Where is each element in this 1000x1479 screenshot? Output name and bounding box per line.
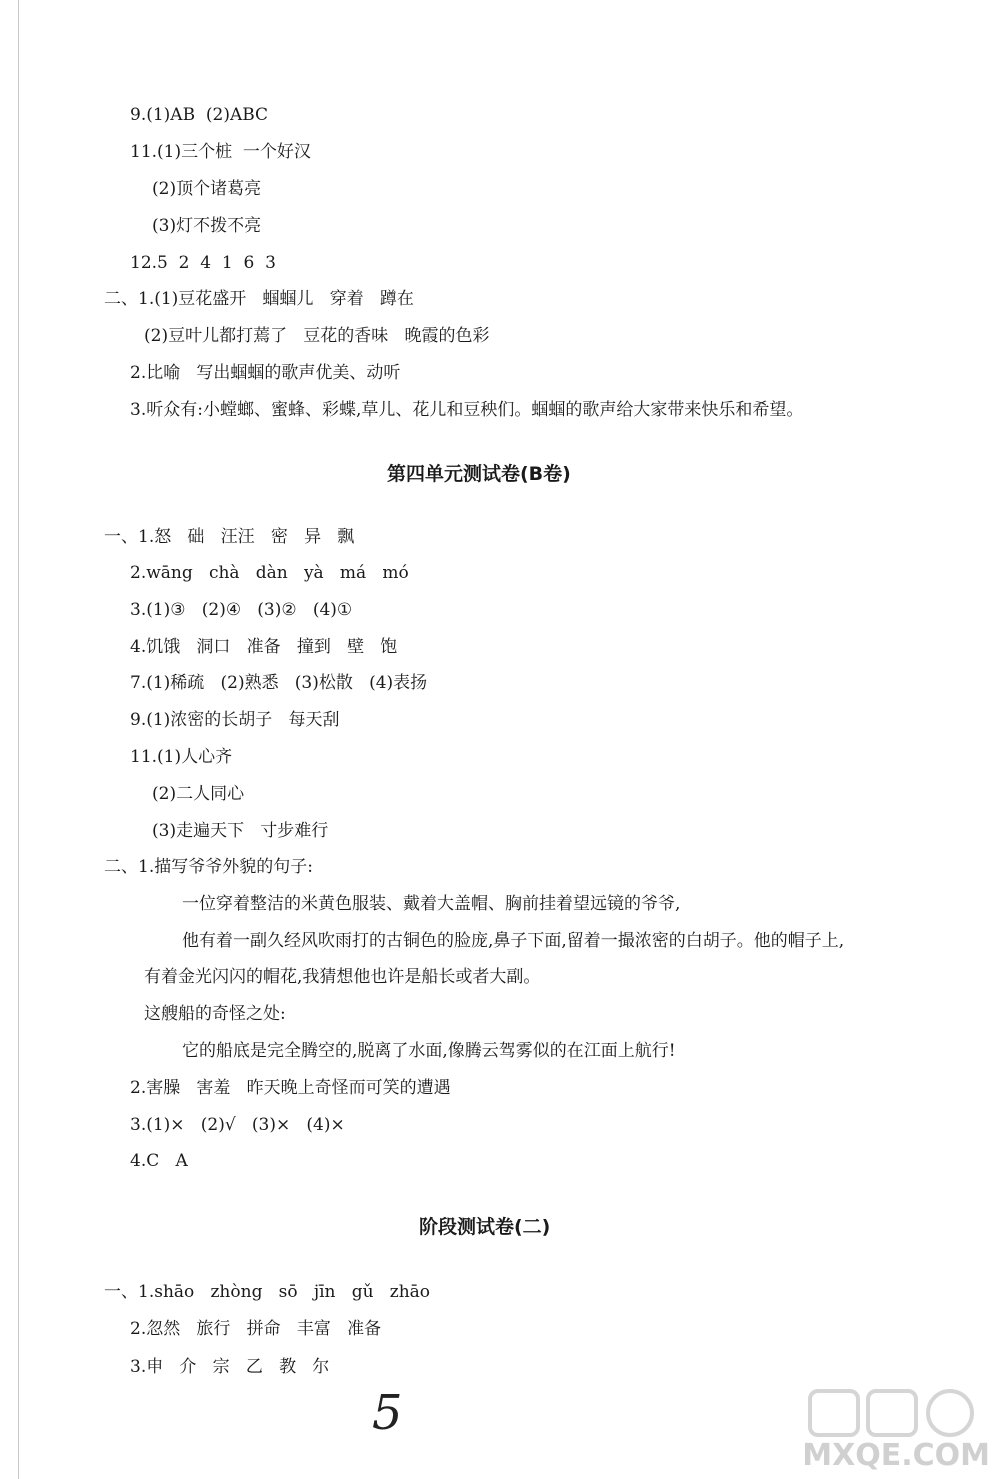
answer-line: 它的船底是完全腾空的,脱离了水面,像腾云驾雾似的在江面上航行! [182, 1041, 676, 1061]
answer-line: 一位穿着整洁的米黄色服装、戴着大盖帽、胸前挂着望远镜的爷爷, [182, 894, 681, 914]
watermark-text: MXQE.COM [802, 1438, 990, 1473]
answer-line: 这艘船的奇怪之处: [144, 1004, 286, 1024]
answer-line: 他有着一副久经风吹雨打的古铜色的脸庞,鼻子下面,留着一撮浓密的白胡子。他的帽子上, [182, 931, 845, 951]
section-heading-stage2: 阶段测试卷(二) [419, 1216, 551, 1238]
answer-line: (2)顶个诸葛亮 [152, 179, 262, 199]
answer-line: 二、1.(1)豆花盛开 蝈蝈儿 穿着 蹲在 [104, 289, 414, 309]
page-number: 5 [372, 1385, 403, 1441]
answer-line: 有着金光闪闪的帽花,我猜想他也许是船长或者大副。 [144, 967, 541, 987]
answer-line: 11.(1)三个桩 一个好汉 [130, 142, 311, 162]
answer-line: 3.(1)× (2)√ (3)× (4)× [130, 1115, 345, 1135]
answer-line: (2)豆叶儿都打蔫了 豆花的香味 晚霞的色彩 [144, 326, 490, 346]
answer-line: 9.(1)AB (2)ABC [130, 105, 269, 125]
answer-line: 3.听众有:小螳螂、蜜蜂、彩蝶,草儿、花儿和豆秧们。蝈蝈的歌声给大家带来快乐和希望。 [130, 400, 804, 420]
answer-line: 3.(1)③ (2)④ (3)② (4)① [130, 600, 353, 620]
page-edge [18, 0, 19, 1479]
answer-line: (3)灯不拨不亮 [152, 216, 262, 236]
answer-line: (3)走遍天下 寸步难行 [152, 821, 329, 841]
answer-line: 2.比喻 写出蝈蝈的歌声优美、动听 [130, 363, 401, 383]
answer-line: 2.忽然 旅行 拼命 丰富 准备 [130, 1319, 382, 1339]
answer-line: 一、1.怒 础 汪汪 密 异 飘 [104, 527, 355, 547]
answer-line: 2.wāng chà dàn yà má mó [130, 563, 409, 583]
answer-line: 4.C A [130, 1151, 188, 1171]
answer-line: 9.(1)浓密的长胡子 每天刮 [130, 710, 340, 730]
answer-line: 一、1.shāo zhòng sō jīn gǔ zhāo [104, 1282, 431, 1302]
answer-line: 12.5 2 4 1 6 3 [130, 253, 276, 273]
answer-line: 4.饥饿 洞口 准备 撞到 壁 饱 [130, 637, 398, 657]
answer-line: 3.申 介 宗 乙 教 尔 [130, 1357, 330, 1377]
answer-line: 二、1.描写爷爷外貌的句子: [104, 857, 313, 877]
answer-line: 7.(1)稀疏 (2)熟悉 (3)松散 (4)表扬 [130, 673, 428, 693]
answer-line: 11.(1)人心齐 [130, 747, 233, 767]
answer-line: 2.害臊 害羞 昨天晚上奇怪而可笑的遭遇 [130, 1078, 451, 1098]
answer-line: (2)二人同心 [152, 784, 245, 804]
watermark-logo [800, 1387, 990, 1473]
section-heading-unit4: 第四单元测试卷(B卷) [387, 463, 571, 485]
